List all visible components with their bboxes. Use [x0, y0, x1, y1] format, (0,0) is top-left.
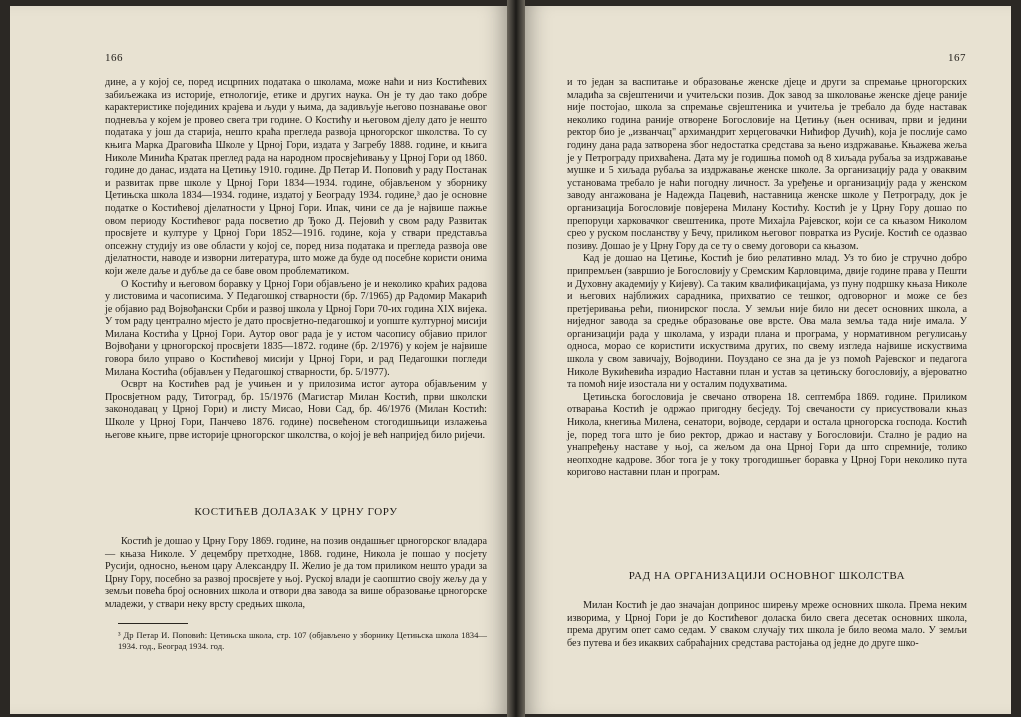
left-paragraph-4: Костић је дошао у Црну Гору 1869. године, на позив ондашњег црногорског владара — књаза Николе. У децембру претходне, 1868. године, Никола је пошао у посјету Русији, односно, њеном цару Александру II. Желио је да том приликом нешто уради за Црну Гору, посебно за развој просвјете у њој. Руској влади је саопштио своју жељу да у земљи повећа број основних школа и отвори два завода за више образовање црногорске младежи, у ствари неку врсту средњих школа, — [105, 536, 487, 610]
right-body-text — [567, 77, 967, 480]
right-paragraph-1: и то један за васпитање и образовање женске дјеце и други за спремање црногорских младића за свјештеничи и учитељски позив. Док завод за школовање женске дјеце раније није постојао, школа за спремање свјештеника и учитеља је требало да буде наставак неколико година раније отворене Богословије на Цетињу (њен оснивач, први и једини ректор био је „изванчац" архимандрит херцеговачки Нићифор Дучић), која је послије само годину дана рада затворена због недостатка средстава за њено издржавање. Књажева жеља је у Петрограду прихваћена. Дата му је годишња помоћ од 8 хиљада рубаља за издржавање мушке и 5 хиљада рубаља за издржавање женске школе. За организацију рада у оваквим установама требало је наћи погодну личност. За уређење и организацију рада у женском заводу ангажована је Надежда Пацевић, наставница женске школе у Петрограду, док је организација Богословије повјерена Милану Костићу. Костић је у Црну Гору дошао по препоруци харковачког свештеника, проте Михајла Рајевског, који се са књазом Николом срео у руском посланству у Бечу, приликом његовог повратка из Русије. Костић се одазвао позиву. Дошао је у Црну Гору да се ту о свему договори са књазом. — [567, 77, 967, 252]
right-paragraph-4: Милан Костић је дао значајан допринос ширењу мреже основних школа. Према неким изворима, у Црној Гори је до Костићевог доласка било свега десетак основних школа, према другим опет само седам. У сваком случају тих школа је било веома мало. У земљи без путева и без икаквих сабраћајних средстава растојања од једне до друге шко- — [567, 600, 967, 649]
left-body-text — [105, 77, 487, 442]
right-paragraph-3: Цетињска богословија је свечано отворена 18. септембра 1869. године. Приликом отварања Костић је одржао пригодну бесједу. Тој свечаности су присуствовали књаз Никола, кнегиња Милена, сенатори, војводе, сердари и остала црногорска господа. Костић је, поред тога што је био ректор, држао и наставу у Богословији. Стално је радио на унапређењу наставе у њој, са жељом да она Црној Гори да што спремније, толико неопходне кадрове. Због тога је у току трогодишњег боравка у Црној Гори неколико пута коригово наставни план и програм. — [567, 391, 967, 479]
left-paragraph-3: Осврт на Костићев рад је учињен и у прилозима истог аутора објављеним у Просвјетном раду, Титоград, бр. 15/1976 (Магистар Милан Костић, први школски законодавац у Црној Гори) и листу Мисао, Нови Сад, бр. 46/1976 (Милан Костић: Школе у Црној Гори, Панчево 1876. године) посвећеном стогодишњици излажења његове књиге, прве историје црногорског школства, о којој је већ напријед било ријечи. — [105, 379, 487, 441]
right-paragraph-2: Кад је дошао на Цетиње, Костић је био релативно млад. Уз то био је стручно добро припремљен (завршио је Богословију у Сремским Карловцима, двије године права у Пешти и Духовну академију у Кијеву). Са таким квалификацијама, уз пуну подршку књаза Николе и његових најближих сарадника, прихватио се тешког, одговорног и може се без претјеривања рећи, пионирског посла. У земљи није било ни десет основних школа, а ниједног завода за средње образовање ове врсте. Ова мала земља тада није имала. У организацији рада у школама, у изради плана и програма, у нормативном регулисању односа, морао се користити искуствима других, по свему изгледа највише искуствима школа у свом завичају, Војводини. Поуздано се зна да је уз помоћ Рајевског и педагога Николе Вукићевића израдио Наставни план и устав за цетињску богословију, а вјероватно та помоћ није изостала ни у осталим подухватима. — [567, 253, 967, 391]
footnote-rule — [118, 623, 188, 624]
left-paragraph-1: дине, а у којој се, поред исцрпних података о школама, може наћи и низ Костићевих забиљежака из историје, етнологије, етике и других наука. Он је ту дао тако добре карактеристике појединих крајева и људи у њима, да задивљује његово познавање овог подневља у којем је провео свега три године. О Костићу и његовом дјелу дато је нешто података у још да старија, нешто краћа прегледа развоја црногорског школства. То су књига Марка Драговића Школе у Црној Гори, издата у Загребу 1888. године, и књига Николе Минића Кратак преглед рада на народном просвјећивању у Црној Гори од 1860. године до данас, издата на Цетињу 1910. године. Др Петар И. Поповић у раду Постанак и развитак прве школе у Црној Гори 1834—1934. године, објављеном у зборнику Цетињска школа 1834—1934. године, издатој у Београду 1934. године,³ дао је основне податке о Костићевој дјелатности у Црној Гори. Ипак, чини се да је највише пажње овом периоду Костићевог рада посветио др Ђоко Д. Пејовић у свом раду Развитак просвјете и културе у Црној Гори 1852—1916. године, која у ствари представља опсежну студију из ове области у којој се, поред низа података и прегледа развоја ове дјелатности, наводе и изворни литература, што може да буде од посебне користи онима који желе даље и дубље да се баве овом проблематиком. — [105, 77, 487, 277]
book-gutter — [507, 0, 525, 717]
left-paragraph-2: О Костићу и његовом боравку у Црној Гори објављено је и неколико краћих радова у листовима и часописима. У Педагошкој стварности (бр. 7/1965) др Радомир Макарић је објавио рад Војвођански Срби и развој школа у Црној Гори 70-их година XIX вијека. У том раду централно мјесто је дато просвјетно-педагошкој и уопште културној мисији Милана Костића у Црној Гори. Аутор овог рада је у истом часопису објавио прилог Војвођани у црногорској просвјети 1835—1872. године (бр. 2/1976) у којем је највише говора било управо о Костићевој мисији у Црној Гори, и рад Педагошки погледи Милана Костића (објављен у Педагошкој стварности, бр. 5/1977). — [105, 278, 487, 378]
left-body-text-2 — [105, 536, 487, 612]
page-number-left: 166 — [105, 52, 123, 64]
footnote: ³ Др Петар И. Поповић: Цетињска школа, стр. 107 (објављено у зборнику Цетињска школа 1834—1934. год., Београд 1934. год. — [118, 630, 487, 651]
right-page — [525, 6, 1011, 714]
left-section-heading: КОСТИЋЕВ ДОЛАЗАК У ЦРНУ ГОРУ — [194, 506, 398, 518]
right-section-heading: РАД НА ОРГАНИЗАЦИЈИ ОСНОВНОГ ШКОЛСТВА — [628, 570, 906, 582]
left-page — [10, 6, 507, 714]
page-number-right: 167 — [948, 52, 966, 64]
right-body-text-2 — [567, 600, 967, 650]
